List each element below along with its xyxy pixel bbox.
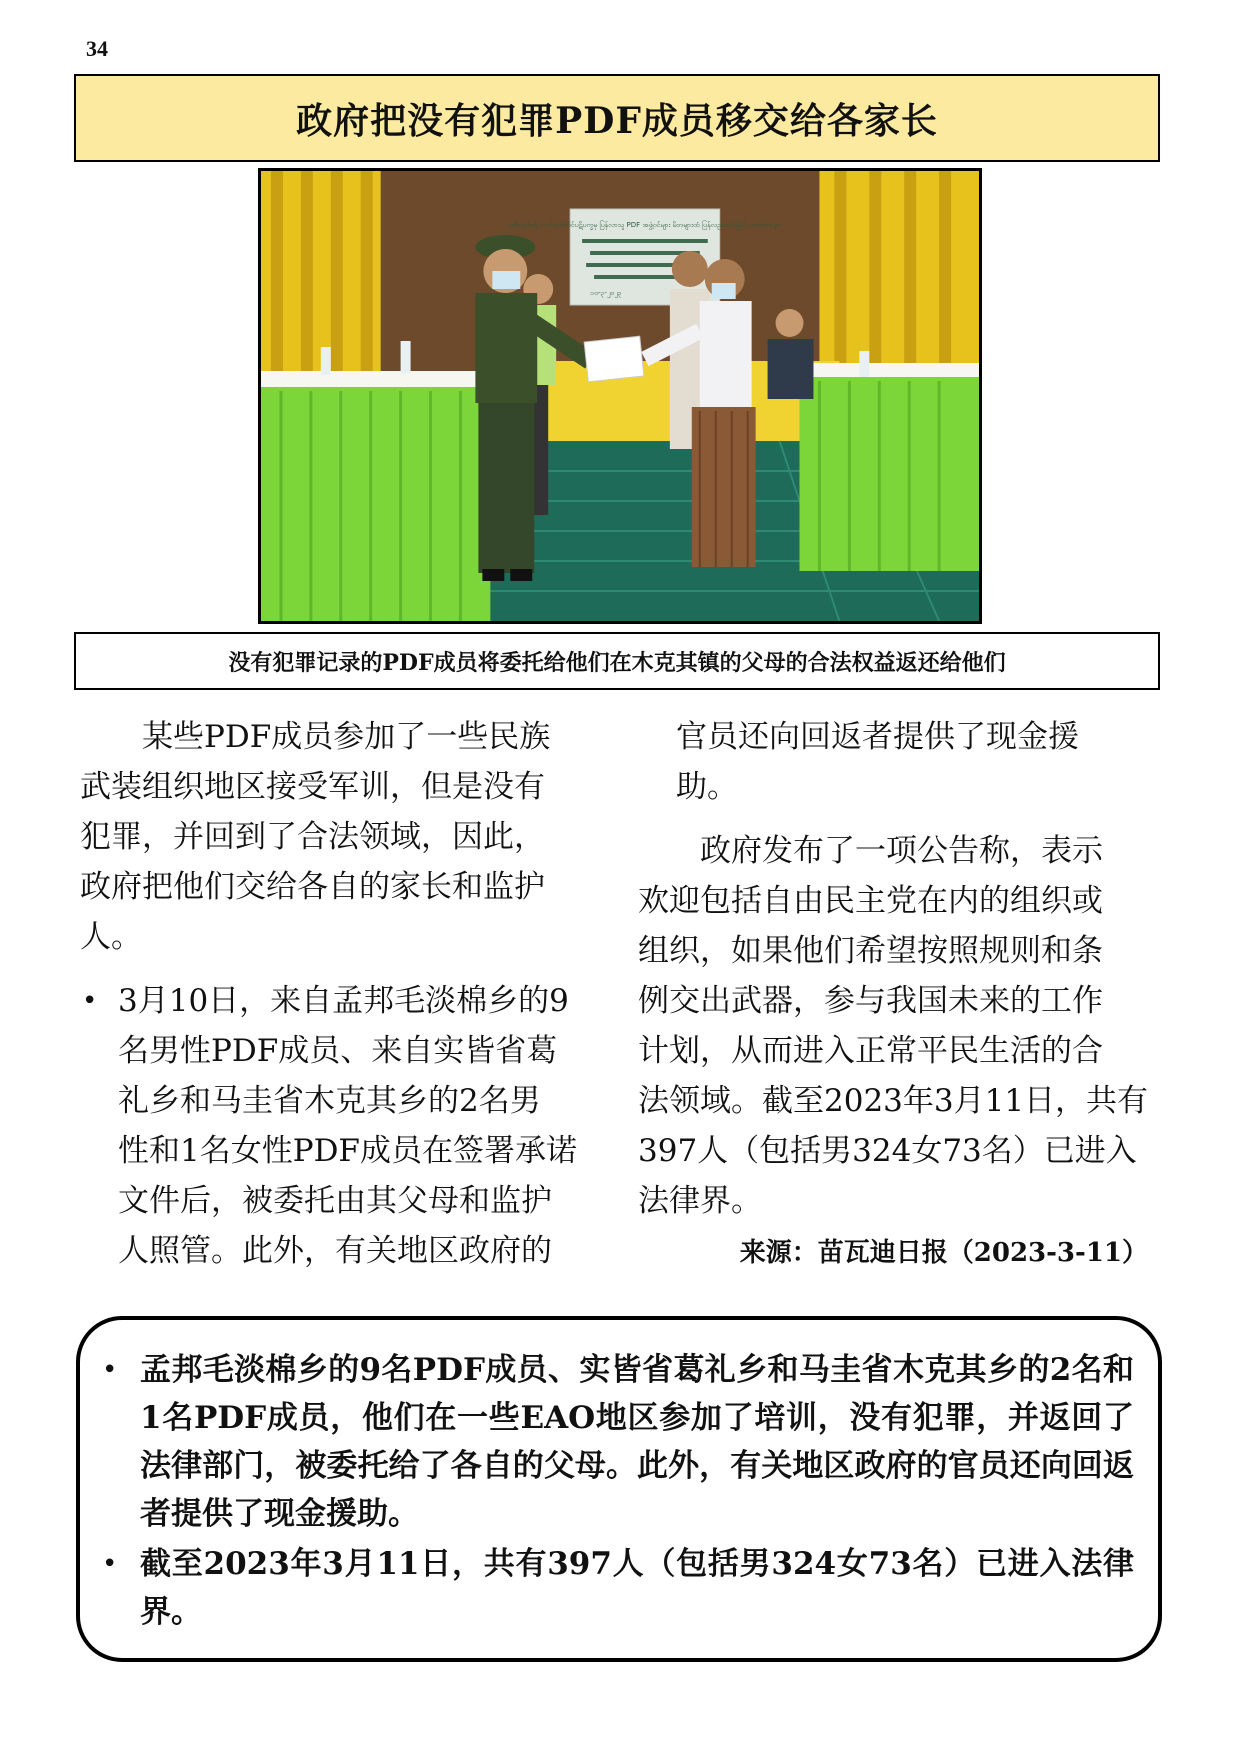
bullet-dot-icon: • (102, 1355, 118, 1385)
text-line: 例交出武器，参与我国未来的工作 (638, 983, 1103, 1019)
article-paragraph-1 (80, 712, 596, 962)
text-line: 法领域。截至2023年3月11日，共有 (638, 1083, 1149, 1119)
summary-item-text: 孟邦毛淡棉乡的9名PDF成员、实皆省葛礼乡和马圭省木克其乡的2名和1名PDF成员，他们在一些EAO地区参加了培训，没有犯罪，并返回了法律部门，被委托给了各自的父母。此外，有关地区政府的官员还向回返者提供了现金援助。 (140, 1352, 1134, 1532)
summary-item-text: 截至2023年3月11日，共有397人（包括男324女73名）已进入法律界。 (140, 1546, 1134, 1630)
summary-item (98, 1346, 1134, 1538)
text-line: 犯罪，并回到了合法领域，因此， (80, 819, 545, 855)
page-title: 政府把没有犯罪PDF成员移交给各家长 (296, 99, 938, 142)
article-bullet-1 (80, 976, 596, 1276)
text-line: 组织，如果他们希望按照规则和条 (638, 933, 1103, 969)
text-line: 欢迎包括自由民主党在内的组织或 (638, 883, 1103, 919)
article-right-column (638, 712, 1154, 1226)
bullet-dot-icon: • (102, 1549, 118, 1579)
photo-caption-box (74, 632, 1160, 690)
banner-date: ၁၀-၃-၂၀၂၃ (590, 288, 622, 298)
text-line: 武装组织地区接受军训，但是没有 (80, 769, 545, 805)
text-line: 人。 (80, 919, 142, 955)
news-photo (258, 168, 982, 624)
text-line: 政府发布了一项公告称，表示 (700, 833, 1103, 869)
text-line: 政府把他们交给各自的家长和监护 (80, 869, 545, 905)
article-source: 来源：苗瓦迪日报（2023-3-11） (739, 1238, 1148, 1268)
handover-ceremony-photo (261, 171, 979, 621)
text-line: 计划，从而进入正常平民生活的合 (638, 1033, 1103, 1069)
left-green-table (261, 381, 490, 621)
summary-item (98, 1540, 1134, 1636)
article-left-column (80, 712, 596, 1276)
right-green-table (800, 371, 980, 571)
text-line: 法律界。 (638, 1183, 762, 1219)
text-line: 性和1名女性PDF成员在签署承诺 (118, 1133, 577, 1169)
text-line: 名男性PDF成员、来自实皆省葛 (118, 1033, 558, 1069)
longyi (692, 407, 756, 567)
text-line: 礼乡和马圭省木克其乡的2名男 (118, 1083, 541, 1119)
summary-box (76, 1316, 1162, 1662)
banner-text: အစိုးရထံသို့ လက်နက်ကိုင်ပဋိပက္ခမှ ပြန်လာသူ PDF အဖွဲ့ဝင်များ မိဘများထံ ပြန်လည်အပ်နှံခြင်း အခမ်းအနား (508, 220, 782, 230)
title-banner (74, 74, 1160, 162)
text-line: 官员还向回返者提供了现金援 (676, 719, 1079, 755)
text-line: 3月10日，来自孟邦毛淡棉乡的9 (118, 983, 569, 1019)
soldier-uniform (475, 293, 537, 403)
text-line: 397人（包括男324女73名）已进入 (638, 1133, 1137, 1169)
text-line: 某些PDF成员参加了一些民族 (142, 719, 551, 755)
article-bullet-1-continued (638, 712, 1154, 812)
text-line: 助。 (676, 769, 738, 805)
civilian-shirt (700, 301, 752, 411)
bullet-dot-icon: • (82, 986, 98, 1016)
page-number: 34 (86, 36, 108, 61)
text-line: 人照管。此外，有关地区政府的 (118, 1233, 552, 1269)
photo-caption: 没有犯罪记录的PDF成员将委托给他们在木克其镇的父母的合法权益返还给他们 (228, 649, 1006, 676)
text-line: 文件后，被委托由其父母和监护 (118, 1183, 552, 1219)
handover-document (584, 336, 644, 382)
article-paragraph-2 (638, 826, 1154, 1226)
